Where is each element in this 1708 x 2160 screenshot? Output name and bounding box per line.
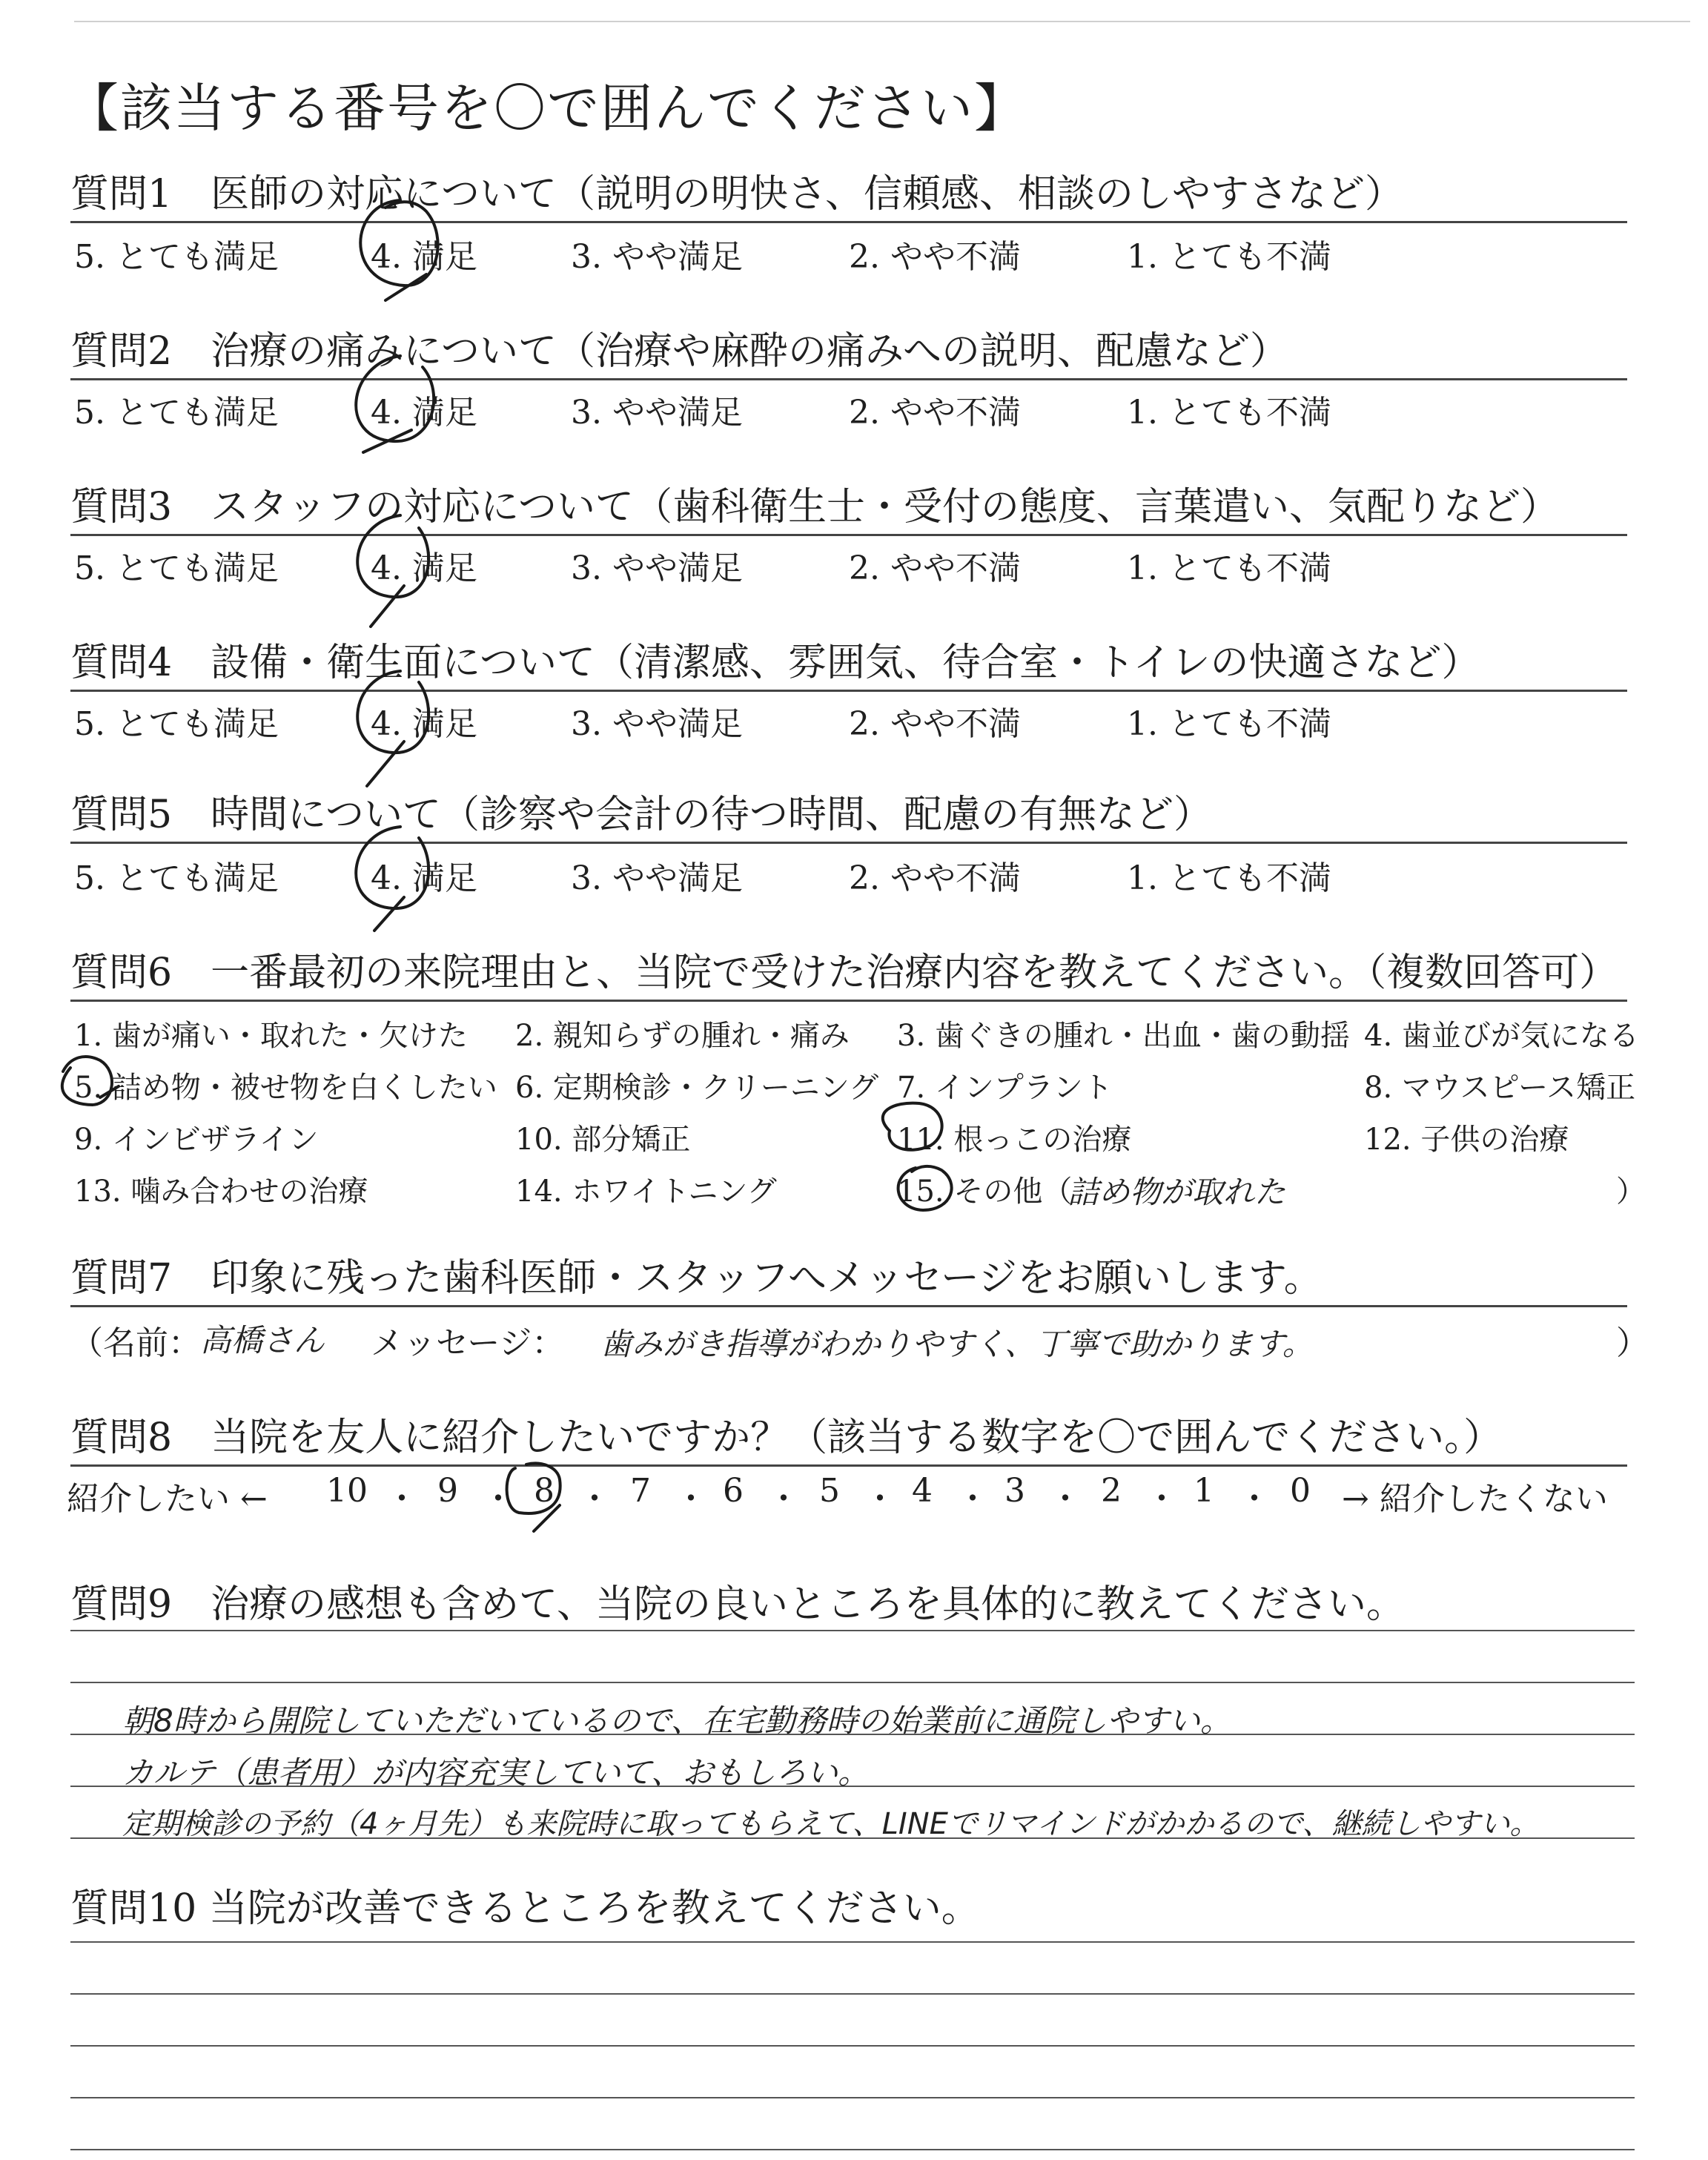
scale-1[interactable]: 1 — [1194, 1472, 1214, 1510]
option-1[interactable]: 1. とても不満 — [1127, 859, 1331, 897]
answer-line — [70, 2045, 1635, 2047]
option-2[interactable]: 2. やや不満 — [849, 238, 1021, 276]
scale-right-label: → 紹介したくない — [1342, 1480, 1608, 1518]
option-5[interactable]: 5. とても満足 — [74, 238, 279, 276]
option-4-selected[interactable]: 4. 満足 — [371, 859, 477, 897]
dot: ・ — [767, 1480, 800, 1518]
top-border — [74, 21, 1690, 22]
reason-1[interactable]: 1. 歯が痛い・取れた・欠けた — [74, 1019, 468, 1053]
option-3[interactable]: 3. やや満足 — [571, 705, 743, 743]
scale-3[interactable]: 3 — [1004, 1472, 1025, 1510]
option-3[interactable]: 3. やや満足 — [571, 549, 743, 587]
message-handwritten[interactable]: 歯みがき指導がわかりやすく、丁寧で助かります。 — [600, 1326, 1314, 1362]
option-2[interactable]: 2. やや不満 — [849, 394, 1021, 432]
scale-9[interactable]: 9 — [437, 1472, 458, 1510]
option-1[interactable]: 1. とても不満 — [1127, 549, 1331, 587]
question-1 — [70, 162, 1627, 223]
instructions-header: 【該当する番号を〇で囲んでください】 — [67, 78, 1027, 139]
reason-8[interactable]: 8. マウスピース矯正 — [1364, 1071, 1636, 1105]
option-2[interactable]: 2. やや不満 — [849, 859, 1021, 897]
reason-15-selected[interactable]: 15. その他（ — [897, 1175, 1073, 1209]
question-10 — [70, 1876, 1627, 1935]
dot: ・ — [675, 1480, 707, 1518]
option-1[interactable]: 1. とても不満 — [1127, 394, 1331, 432]
option-4-selected[interactable]: 4. 満足 — [371, 549, 477, 587]
question-7 — [70, 1246, 1627, 1307]
scale-left-label: 紹介したい ← — [67, 1480, 268, 1518]
answer-line — [70, 2149, 1635, 2150]
scale-10[interactable]: 10 — [326, 1472, 368, 1510]
reason-2[interactable]: 2. 親知らずの腫れ・痛み — [515, 1019, 850, 1053]
name-label: （名前： — [70, 1324, 201, 1362]
dot: ・ — [956, 1480, 989, 1518]
reason-15-close-paren: ） — [1616, 1175, 1646, 1209]
scale-8-selected[interactable]: 8 — [534, 1472, 555, 1510]
option-4-selected[interactable]: 4. 満足 — [371, 394, 477, 432]
answer-line — [70, 1993, 1635, 1995]
option-4-selected[interactable]: 4. 満足 — [371, 705, 477, 743]
option-3[interactable]: 3. やや満足 — [571, 394, 743, 432]
question-8 — [70, 1405, 1627, 1467]
q9-answer-line-2[interactable]: カルテ（患者用）が内容充実していて、おもしろい。 — [122, 1754, 870, 1791]
reason-10[interactable]: 10. 部分矯正 — [515, 1123, 691, 1157]
question-5 — [70, 782, 1627, 844]
option-2[interactable]: 2. やや不満 — [849, 549, 1021, 587]
reason-15-handwritten-answer[interactable]: 詰め物が取れた — [1068, 1174, 1286, 1210]
answer-line — [70, 1682, 1635, 1683]
option-5[interactable]: 5. とても満足 — [74, 394, 279, 432]
message-label: メッセージ： — [371, 1324, 565, 1362]
question-4-text: 質問4 設備・衛生面について（清潔感、雰囲気、待合室・トイレの快適さなど） — [70, 641, 1480, 685]
dot: ・ — [1145, 1480, 1178, 1518]
dot: ・ — [385, 1480, 418, 1518]
option-5[interactable]: 5. とても満足 — [74, 859, 279, 897]
option-1[interactable]: 1. とても不満 — [1127, 705, 1331, 743]
question-9-text: 質問9 治療の感想も含めて、当院の良いところを具体的に教えてください。 — [70, 1582, 1406, 1627]
question-3 — [70, 475, 1627, 536]
reason-12[interactable]: 12. 子供の治療 — [1364, 1123, 1569, 1157]
option-5[interactable]: 5. とても満足 — [74, 549, 279, 587]
dot: ・ — [864, 1480, 896, 1518]
q9-answer-line-3[interactable]: 定期検診の予約（4ヶ月先）も来院時に取ってもらえて、LINEでリマインドがかかるので、継続しやすい。 — [122, 1807, 1540, 1841]
answer-line — [70, 1941, 1635, 1943]
question-2-text: 質問2 治療の痛みについて（治療や麻酔の痛みへの説明、配慮など） — [70, 329, 1289, 374]
reason-14[interactable]: 14. ホワイトニング — [515, 1175, 777, 1209]
scale-4[interactable]: 4 — [912, 1472, 933, 1510]
question-4 — [70, 630, 1627, 692]
message-close-paren: ） — [1616, 1324, 1649, 1362]
option-3[interactable]: 3. やや満足 — [571, 859, 743, 897]
dot: ・ — [1049, 1480, 1082, 1518]
question-3-text: 質問3 スタッフの対応について（歯科衛生士・受付の態度、言葉遣い、気配りなど） — [70, 485, 1560, 529]
dot: ・ — [1238, 1480, 1271, 1518]
answer-line — [70, 1630, 1635, 1631]
q9-answer-line-1[interactable]: 朝8時から開院していただいているので、在宅勤務時の始業前に通院しやすい。 — [122, 1702, 1231, 1739]
option-4-selected[interactable]: 4. 満足 — [371, 238, 477, 276]
scale-2[interactable]: 2 — [1101, 1472, 1122, 1510]
question-1-text: 質問1 医師の対応について（説明の明快さ、信頼感、相談のしやすさなど） — [70, 172, 1403, 217]
dot: ・ — [578, 1480, 611, 1518]
reason-7[interactable]: 7. インプラント — [897, 1071, 1113, 1105]
option-2[interactable]: 2. やや不満 — [849, 705, 1021, 743]
reason-9[interactable]: 9. インビザライン — [74, 1123, 319, 1157]
reason-5-selected[interactable]: 5. 詰め物・被せ物を白くしたい — [74, 1071, 497, 1105]
option-1[interactable]: 1. とても不満 — [1127, 238, 1331, 276]
reason-11-selected[interactable]: 11. 根っこの治療 — [897, 1123, 1132, 1157]
scale-7[interactable]: 7 — [630, 1472, 651, 1510]
dot: ・ — [482, 1480, 514, 1518]
question-9 — [70, 1572, 1627, 1631]
recommend-scale — [67, 1472, 268, 1519]
reason-3[interactable]: 3. 歯ぐきの腫れ・出血・歯の動揺 — [897, 1019, 1350, 1053]
answer-line — [70, 2097, 1635, 2098]
option-5[interactable]: 5. とても満足 — [74, 705, 279, 743]
reason-6[interactable]: 6. 定期検診・クリーニング — [515, 1071, 879, 1105]
reason-13[interactable]: 13. 噛み合わせの治療 — [74, 1175, 368, 1209]
question-2 — [70, 319, 1627, 380]
scale-5[interactable]: 5 — [819, 1472, 840, 1510]
question-10-text: 質問10 当院が改善できるところを教えてください。 — [70, 1886, 980, 1931]
option-3[interactable]: 3. やや満足 — [571, 238, 743, 276]
scale-0[interactable]: 0 — [1290, 1472, 1311, 1510]
question-7-text: 質問7 印象に残った歯科医師・スタッフへメッセージをお願いします。 — [70, 1256, 1323, 1301]
question-5-text: 質問5 時間について（診察や会計の待つ時間、配慮の有無など） — [70, 793, 1213, 837]
question-8-text: 質問8 当院を友人に紹介したいですか？（該当する数字を〇で囲んでください。） — [70, 1416, 1503, 1460]
scale-6[interactable]: 6 — [723, 1472, 744, 1510]
question-6-text: 質問6 一番最初の来院理由と、当院で受けた治療内容を教えてください。（複数回答可） — [70, 951, 1618, 995]
reason-4[interactable]: 4. 歯並びが気になる — [1364, 1019, 1639, 1053]
name-handwritten[interactable]: 高橋さん — [200, 1322, 325, 1358]
question-6 — [70, 940, 1627, 1002]
